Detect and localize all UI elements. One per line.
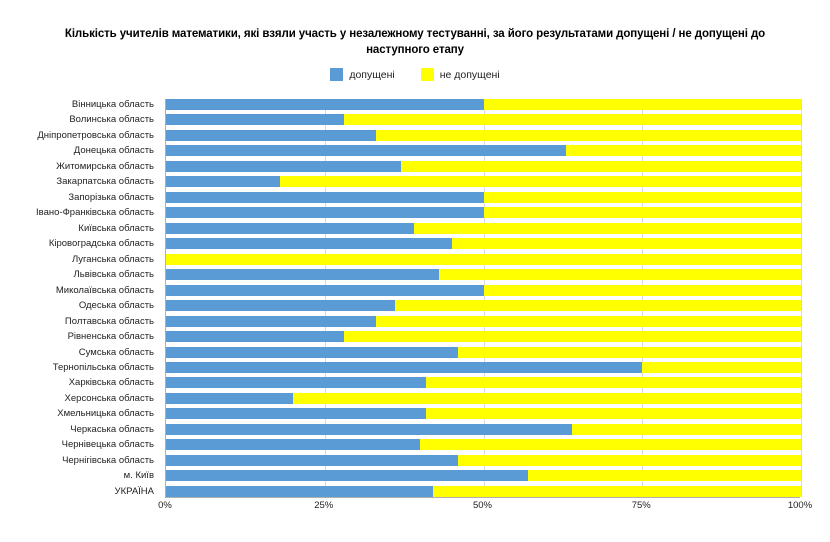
legend-item-dopushcheni <box>330 68 394 81</box>
legend-swatch-icon-series-a <box>330 68 343 81</box>
chart-legend <box>0 68 830 81</box>
y-axis-label: Волинська область <box>69 114 154 126</box>
bar-segment-series-a[interactable] <box>166 145 566 156</box>
bar-segment-series-a[interactable] <box>166 130 376 141</box>
bar-segment-series-a[interactable] <box>166 269 439 280</box>
bar-segment-series-a[interactable] <box>166 223 414 234</box>
bar-row[interactable] <box>166 408 801 419</box>
y-axis-label: Вінницька область <box>71 99 154 110</box>
bar-row[interactable] <box>166 455 801 466</box>
bar-row[interactable] <box>166 377 801 388</box>
y-axis-label: Рівненська область <box>67 331 154 343</box>
bar-segment-series-b[interactable] <box>426 408 801 419</box>
bar-segment-series-b[interactable] <box>414 223 801 234</box>
bar-segment-series-b[interactable] <box>439 269 801 280</box>
bar-segment-series-a[interactable] <box>166 486 433 497</box>
bar-row[interactable] <box>166 223 801 234</box>
bar-row[interactable] <box>166 254 801 265</box>
bar-segment-series-b[interactable] <box>395 300 801 311</box>
bar-segment-series-b[interactable] <box>401 161 801 172</box>
y-axis-label: Одеська область <box>78 300 154 312</box>
bar-segment-series-b[interactable] <box>293 393 801 404</box>
y-axis-label: Чернігівська область <box>62 454 154 466</box>
bar-segment-series-a[interactable] <box>166 99 484 110</box>
bar-row[interactable] <box>166 393 801 404</box>
y-axis-label: Луганська область <box>71 253 154 265</box>
y-axis-label: Запорізька область <box>68 191 154 203</box>
bar-row[interactable] <box>166 114 801 125</box>
x-axis-tick-label: 75% <box>631 500 651 511</box>
bar-segment-series-b[interactable] <box>642 362 801 373</box>
y-axis-label: Хмельницька область <box>57 408 154 420</box>
bar-segment-series-a[interactable] <box>166 316 376 327</box>
x-axis-line <box>165 497 800 498</box>
legend-swatch-icon-series-b <box>421 68 434 81</box>
bar-segment-series-a[interactable] <box>166 455 458 466</box>
bar-segment-series-a[interactable] <box>166 161 401 172</box>
bar-segment-series-b[interactable] <box>280 176 801 187</box>
bar-segment-series-b[interactable] <box>484 99 802 110</box>
bar-segment-series-a[interactable] <box>166 285 484 296</box>
bar-row[interactable] <box>166 285 801 296</box>
bar-segment-series-a[interactable] <box>166 408 426 419</box>
bar-segment-series-b[interactable] <box>433 486 801 497</box>
bar-row[interactable] <box>166 316 801 327</box>
bar-segment-series-a[interactable] <box>166 424 572 435</box>
plot-area <box>165 99 801 497</box>
bar-segment-series-b[interactable] <box>566 145 801 156</box>
y-axis-label: Черкаська область <box>70 423 154 435</box>
bar-segment-series-a[interactable] <box>166 470 528 481</box>
x-axis-tick-label: 25% <box>314 500 334 511</box>
bar-row[interactable] <box>166 269 801 280</box>
bar-segment-series-a[interactable] <box>166 207 484 218</box>
y-axis-label: УКРАЇНА <box>114 485 154 497</box>
bar-segment-series-b[interactable] <box>376 316 801 327</box>
bar-segment-series-a[interactable] <box>166 300 395 311</box>
bar-segment-series-b[interactable] <box>452 238 801 249</box>
bar-segment-series-a[interactable] <box>166 331 344 342</box>
y-axis-label: м. Київ <box>123 470 154 482</box>
gridline <box>801 99 802 497</box>
bar-segment-series-a[interactable] <box>166 439 420 450</box>
y-axis-label: Київська область <box>78 222 154 234</box>
bar-segment-series-b[interactable] <box>484 192 802 203</box>
bar-segment-series-b[interactable] <box>344 114 801 125</box>
bar-segment-series-b[interactable] <box>344 331 801 342</box>
x-axis-tick-label: 100% <box>787 500 813 511</box>
y-axis-label: Чернівецька область <box>61 439 154 451</box>
bar-row[interactable] <box>166 439 801 450</box>
bar-rows <box>166 99 801 497</box>
y-axis-label: Миколаївська область <box>55 284 154 296</box>
bar-row[interactable] <box>166 300 801 311</box>
bar-row[interactable] <box>166 161 801 172</box>
bar-row[interactable] <box>166 424 801 435</box>
y-axis-label: Сумська область <box>78 346 154 358</box>
bar-segment-series-b[interactable] <box>572 424 801 435</box>
legend-label-series-a: допущені <box>349 68 395 81</box>
bar-row[interactable] <box>166 486 801 497</box>
y-axis-label: Херсонська область <box>64 392 154 404</box>
bar-segment-series-b[interactable] <box>376 130 801 141</box>
y-axis-label: Кіровоградська область <box>48 238 154 250</box>
legend-label-series-b: не допущені <box>439 68 500 81</box>
bar-segment-series-b[interactable] <box>420 439 801 450</box>
y-axis-label: Івано-Франківська область <box>36 207 154 219</box>
y-axis-label: Харківська область <box>68 377 154 389</box>
y-axis-category-labels <box>0 99 160 497</box>
bar-segment-series-a[interactable] <box>166 393 293 404</box>
bar-row[interactable] <box>166 238 801 249</box>
bar-row[interactable] <box>166 347 801 358</box>
bar-row[interactable] <box>166 331 801 342</box>
bar-row[interactable] <box>166 130 801 141</box>
bar-row[interactable] <box>166 192 801 203</box>
bar-segment-series-b[interactable] <box>484 285 802 296</box>
bar-segment-series-a[interactable] <box>166 176 280 187</box>
bar-segment-series-b[interactable] <box>484 207 802 218</box>
bar-segment-series-b[interactable] <box>426 377 801 388</box>
bar-segment-series-b[interactable] <box>458 455 801 466</box>
bar-row[interactable] <box>166 470 801 481</box>
y-axis-label: Житомирська область <box>56 160 154 172</box>
bar-row[interactable] <box>166 99 801 110</box>
bar-segment-series-a[interactable] <box>166 377 426 388</box>
bar-row[interactable] <box>166 207 801 218</box>
x-axis-tick-labels <box>158 500 813 516</box>
bar-segment-series-a[interactable] <box>166 114 344 125</box>
bar-segment-series-a[interactable] <box>166 192 484 203</box>
legend-item-ne-dopushcheni <box>421 68 500 81</box>
y-axis-label: Полтавська область <box>64 315 154 327</box>
bar-segment-series-a[interactable] <box>166 362 642 373</box>
y-axis-label: Тернопільська область <box>52 361 154 373</box>
y-axis-label: Донецька область <box>73 145 154 157</box>
bar-row[interactable] <box>166 362 801 373</box>
bar-segment-series-a[interactable] <box>166 347 458 358</box>
x-axis-tick-label: 0% <box>158 500 172 511</box>
bar-segment-series-b[interactable] <box>166 254 801 265</box>
bar-row[interactable] <box>166 176 801 187</box>
x-axis-tick-label: 50% <box>472 500 493 511</box>
bar-segment-series-b[interactable] <box>458 347 801 358</box>
bar-segment-series-b[interactable] <box>528 470 801 481</box>
bar-row[interactable] <box>166 145 801 156</box>
y-axis-label: Дніпропетровська область <box>37 129 154 141</box>
bar-segment-series-a[interactable] <box>166 238 452 249</box>
chart-title: Кількість учителів математики, які взяли участь у незалежному тестуванні, за його результатами допущені / не допущені до наступного етапу <box>64 28 766 56</box>
y-axis-label: Закарпатська область <box>56 176 154 188</box>
y-axis-label: Львівська область <box>73 269 154 281</box>
